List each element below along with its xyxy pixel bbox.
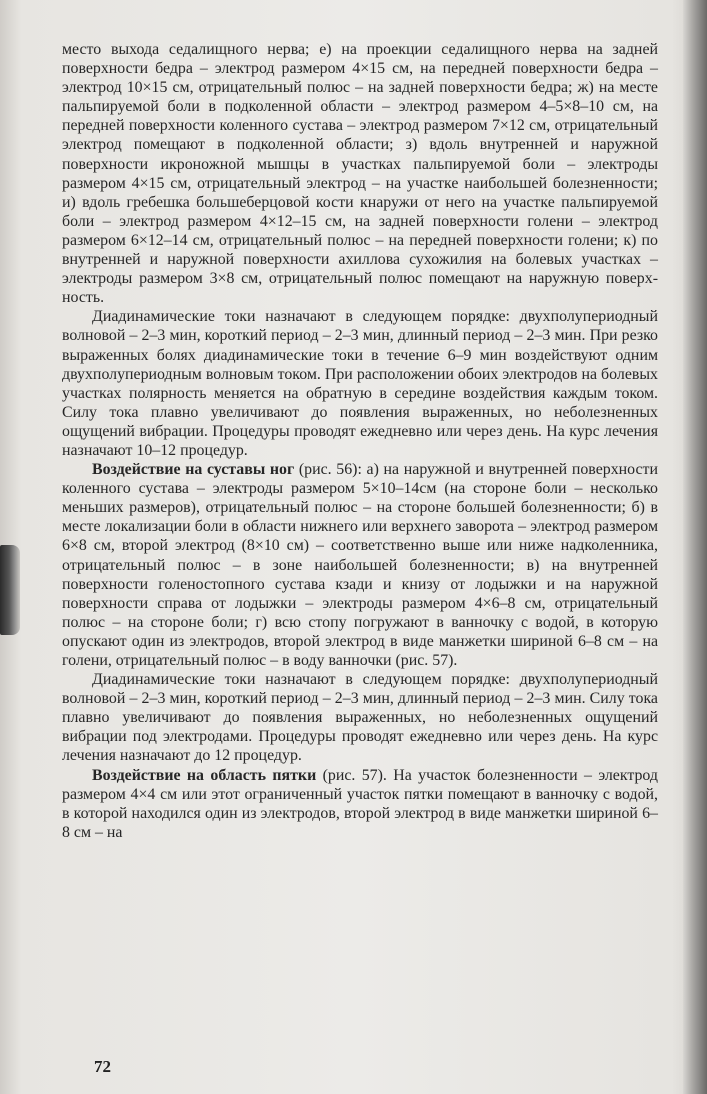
binder-clip — [0, 545, 20, 635]
body-text — [62, 40, 658, 842]
paragraph-3-heading: Воздействие на суставы ног — [92, 461, 295, 479]
paragraph-1 — [62, 40, 658, 307]
paragraph-3-text: (рис. 56): а) на наружной и внутренней поверхности коленного сустава – электроды размером 5×10–14см (на стороне боли – несколько меньших размеров), отрицательный полюс – на стороне большей болезненности; б) в месте локализации боли в области нижнего или верхнего заворота – электрод размером 6×8 см, второй электрод (8×10 см) – соответственно выше или ниже надколенника, отрицательный полюс – в зоне наибольшей болезненности; в) на внутренней поверхности голеностопного сустава кзади и книзу от лодыжки и на наружной поверхности справа от лодыжки – электроды размером 4×6–8 см, отрицательный полюс – на стороне боли; г) всю стопу погружают в ванночку с водой, в которую опускают один из электродов, второй электрод в виде манжетки шириной 6–8 см – на голени, отрицательный полюс – в воду ванночки (рис. 57). — [62, 461, 658, 669]
page-number: 72 — [94, 1057, 111, 1076]
paragraph-2-text: Диадинамические токи назначают в следующем порядке: двухполупериодный волновой – 2–3 мин, короткий период – 2–3 мин, длинный период – 2–3 мин. При резко выраженных болях диадинамические токи в течение 6–9 мин воздействуют одним двухполупериодным волновым током. При расположении обоих электродов на болевых участках полярность меняется на обратную в середине воздействия каждым током. Силу тока плавно увеличивают до появления выраженных, но неболезненных ощущений вибрации. Процедуры проводят ежедневно или через день. На курс лечения назначают 10–12 процедур. — [62, 308, 658, 459]
page-edge-shadow — [683, 0, 707, 1094]
paragraph-3 — [62, 460, 658, 670]
paragraph-1-text: место выхода седалищного нерва; е) на проекции седалищного нерва на задней поверхности бедра – электрод размером 4×15 см, на передней поверхности бедра – электрод 10×15 см, отрицательный полюс – на задней поверхности бедра; ж) на месте пальпируемой боли в подколенной области – электрод размером 4–5×8–10 см, на передней поверхности коленного сустава – электрод размером 7×12 см, отрицательный электрод помещают в подколенной области; з) вдоль внутренней и наружной поверхности икроножной мышцы в участках пальпируемой боли – электроды размером 4×15 см, отрицательный электрод – на участке наибольшей болезненности; и) вдоль гребешка большеберцовой кости кнаружи от него на участке пальпируемой боли – электрод размером 4×12–15 см, на задней поверхности голени – электрод размером 6×12–14 см, отрицательный полюс – на передней поверхности голени; к) по внутренней и наружной поверхности ахиллова сухожилия на болевых участках – электроды размером 3×8 см, отрицательный полюс помещают на наружную поверхность. — [62, 41, 658, 307]
paragraph-2 — [62, 307, 658, 460]
paragraph-4-text: Диадинамические токи назначают в следующем порядке: двухполупериодный волновой – 2–3 мин, короткий период – 2–3 мин, длинный период – 2–3 мин. Силу тока плавно увеличивают до появления выраженных, но неболезненных ощущений вибрации под электродами. Процедуры проводят ежедневно или через день. На курс лечения назначают до 12 процедур. — [62, 671, 658, 765]
paragraph-5 — [62, 766, 658, 842]
paragraph-4 — [62, 670, 658, 765]
paragraph-5-text: (рис. 57). На участок болезненности – электрод размером 4×4 см или этот ограниченный участок пятки помещают в ванночку с водой, в которой находился один из электродов, второй электрод в виде манжетки шириной 6–8 см – на — [62, 766, 659, 841]
paragraph-5-heading: Воздействие на область пятки — [92, 766, 317, 784]
